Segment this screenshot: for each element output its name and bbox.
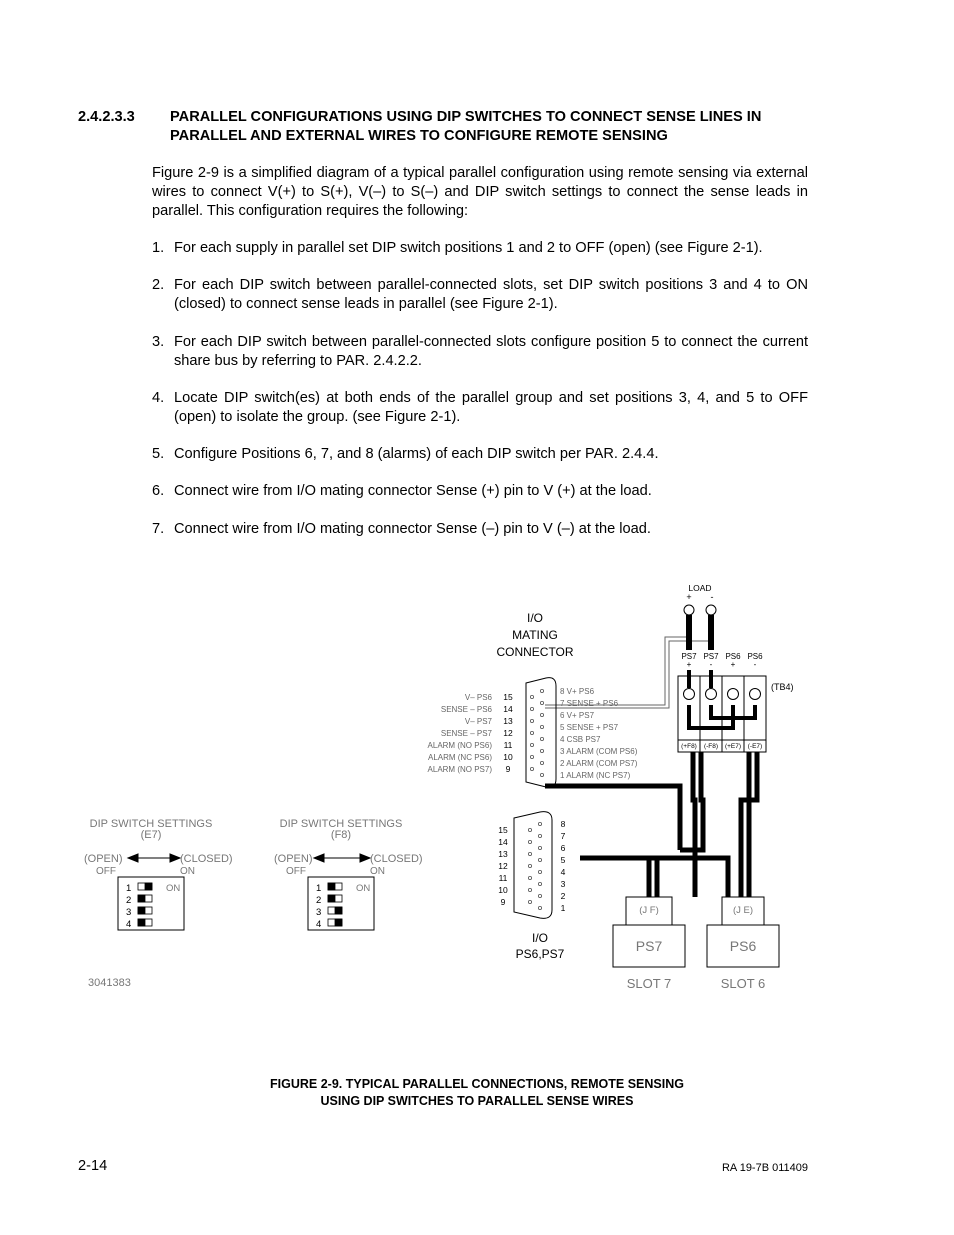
dip-position-number: 2 — [126, 895, 132, 906]
dip-open-label: (OPEN) — [274, 853, 313, 865]
mating-pin-label: 1 ALARM (NC PS7) — [560, 771, 631, 780]
io-pin-number: 1 — [560, 903, 566, 913]
dip-on-label: ON — [166, 883, 181, 894]
io-pin-number: 12 — [498, 861, 508, 871]
load-minus-terminal — [706, 605, 716, 615]
terminal-label: PS6 — [725, 652, 741, 661]
mating-pin-label: 4 CSB PS7 — [560, 735, 601, 744]
dip-position-number: 3 — [316, 907, 322, 918]
pin-socket — [540, 737, 543, 740]
dip-switch-toggle — [335, 919, 342, 926]
mating-pin-label: V– PS7 — [464, 717, 492, 726]
pin-socket — [528, 900, 531, 903]
section-title-line1: PARALLEL CONFIGURATIONS USING DIP SWITCHES TO CONNECT SENSE LINES IN — [170, 109, 762, 125]
mating-pin-number: 12 — [503, 728, 513, 738]
dip-open-label: (OPEN) — [84, 853, 123, 865]
pin-socket — [538, 894, 541, 897]
io-pin-number: 5 — [560, 855, 566, 865]
list-item — [152, 482, 808, 501]
io-pin-number: 7 — [560, 831, 566, 841]
pin-socket — [530, 743, 533, 746]
step-text: Connect wire from I/O mating connector Sense (+) pin to V (+) at the load. — [174, 483, 652, 499]
pin-socket — [540, 689, 543, 692]
terminal-bottom-label: (-E7) — [747, 743, 763, 750]
pin-socket — [538, 882, 541, 885]
step-number: 3. — [152, 334, 165, 350]
load-label: LOAD — [688, 583, 712, 593]
mating-pin-label: 2 ALARM (COM PS7) — [560, 759, 638, 768]
mating-connector-label: I/O — [526, 611, 544, 625]
dip-switch-toggle — [328, 883, 335, 890]
mating-pin-label: ALARM (NO PS6) — [427, 741, 492, 750]
dip-switch-toggle — [145, 883, 152, 890]
step-text: For each DIP switch between parallel-connected slots, set DIP switch positions 3 and 4 to ON (closed) to connect sense leads in parallel (see Figure 2-1). — [174, 277, 808, 312]
pin-socket — [538, 822, 541, 825]
pin-socket — [540, 701, 543, 704]
terminal-label: PS7 — [703, 652, 719, 661]
mating-connector-label: CONNECTOR — [496, 645, 574, 659]
terminal-sign: - — [753, 660, 757, 669]
dip-switch-toggle — [138, 919, 145, 926]
wiring-diagram — [0, 575, 954, 1005]
slot-jack-label: (J F) — [639, 905, 659, 916]
mating-pin-label: ALARM (NO PS7) — [427, 765, 492, 774]
io-pin-number: 10 — [498, 885, 508, 895]
pin-socket — [538, 858, 541, 861]
list-item — [152, 445, 808, 464]
mating-pin-label: SENSE – PS6 — [440, 705, 492, 714]
step-number: 6. — [152, 483, 165, 499]
load-plus-sign: + — [686, 592, 692, 602]
step-text: For each DIP switch between parallel-connected slots configure position 5 to connect the current share bus by referring to PAR. 2.4.2.2. — [174, 334, 808, 369]
dip-switch-toggle — [328, 895, 335, 902]
mating-pin-label: V– PS6 — [464, 693, 492, 702]
load-wires — [689, 615, 711, 650]
pin-socket — [540, 713, 543, 716]
io-pin-number: 11 — [498, 873, 508, 883]
pin-socket — [540, 773, 543, 776]
mating-pin-number: 14 — [503, 704, 513, 714]
dip-switch-toggle — [138, 895, 145, 902]
terminal-bottom-label: (+F8) — [681, 743, 697, 750]
pin-socket — [538, 870, 541, 873]
step-number: 1. — [152, 240, 165, 256]
dip-on-label: ON — [370, 866, 385, 877]
terminal-sign: + — [686, 660, 692, 669]
pin-socket — [528, 864, 531, 867]
dip-position-number: 1 — [126, 883, 132, 894]
io-pin-number: 2 — [560, 891, 566, 901]
pin-socket — [530, 695, 533, 698]
terminal-screw — [684, 689, 695, 700]
figure-caption-line1: FIGURE 2-9. TYPICAL PARALLEL CONNECTIONS, REMOTE SENSING — [270, 1077, 684, 1091]
dip-position-number: 2 — [316, 895, 322, 906]
terminal-label: PS6 — [747, 652, 763, 661]
io-pin-number: 8 — [560, 819, 566, 829]
dip-closed-label: (CLOSED) — [180, 853, 233, 865]
list-item — [152, 389, 808, 427]
step-text: Configure Positions 6, 7, and 8 (alarms) of each DIP switch per PAR. 2.4.4. — [174, 446, 659, 462]
io-pin-number: 3 — [560, 879, 566, 889]
step-text: For each supply in parallel set DIP switch positions 1 and 2 to OFF (open) (see Figure 2-1). — [174, 240, 763, 256]
mating-pin-label: 6 V+ PS7 — [560, 711, 595, 720]
step-number: 7. — [152, 521, 165, 537]
terminal-block-label: (TB4) — [771, 682, 794, 692]
list-item — [152, 239, 808, 258]
mating-pin-number: 13 — [503, 716, 513, 726]
dip-switch-title: DIP SWITCH SETTINGS — [89, 818, 213, 830]
dip-switch-subtitle: (E7) — [140, 829, 162, 841]
terminal-bottom-label: (+E7) — [724, 743, 742, 750]
pin-socket — [528, 888, 531, 891]
slot-supply-label: PS7 — [635, 938, 663, 954]
dip-on-label: ON — [180, 866, 195, 877]
mating-pin-label: 7 SENSE + PS6 — [560, 699, 619, 708]
slot-supply-label: PS6 — [729, 938, 757, 954]
slot-number-label: SLOT 6 — [720, 976, 766, 991]
list-item — [152, 520, 808, 539]
dip-switch-toggle — [138, 907, 145, 914]
list-item — [152, 276, 808, 314]
mating-pin-label: 8 V+ PS6 — [560, 687, 595, 696]
step-number: 2. — [152, 277, 165, 293]
slot-number-label: SLOT 7 — [626, 976, 672, 991]
io-pin-number: 13 — [498, 849, 508, 859]
io-pin-number: 14 — [498, 837, 508, 847]
io-pin-number: 15 — [498, 825, 508, 835]
load-plus-terminal — [684, 605, 694, 615]
dip-off-label: OFF — [96, 866, 116, 877]
section-title-line2: PARALLEL AND EXTERNAL WIRES TO CONFIGURE REMOTE SENSING — [170, 128, 668, 144]
dip-switch-toggle — [335, 907, 342, 914]
section-number: 2.4.2.3.3 — [78, 109, 135, 125]
arrow-icon — [128, 854, 370, 862]
mating-pin-label: ALARM (NC PS6) — [427, 753, 492, 762]
io-connector-label: I/O — [531, 931, 549, 945]
terminal-sign: - — [709, 660, 713, 669]
step-number: 5. — [152, 446, 165, 462]
pin-socket — [528, 852, 531, 855]
terminal-bottom-label: (-F8) — [703, 743, 719, 750]
terminal-screw — [750, 689, 761, 700]
mating-pin-label: 3 ALARM (COM PS6) — [560, 747, 638, 756]
pin-socket — [530, 707, 533, 710]
dip-on-label: ON — [356, 883, 371, 894]
mating-pin-label: SENSE – PS7 — [440, 729, 492, 738]
mating-connector-label: MATING — [512, 628, 558, 642]
mating-pin-number: 10 — [503, 752, 513, 762]
dip-position-number: 4 — [126, 919, 132, 930]
pin-socket — [538, 846, 541, 849]
terminal-sign: + — [730, 660, 736, 669]
pin-socket — [540, 725, 543, 728]
pin-socket — [530, 719, 533, 722]
dip-off-label: OFF — [286, 866, 306, 877]
step-text: Connect wire from I/O mating connector Sense (–) pin to V (–) at the load. — [174, 521, 651, 537]
pin-socket — [530, 755, 533, 758]
page-number: 2-14 — [78, 1158, 108, 1174]
mating-pin-label: 5 SENSE + PS7 — [560, 723, 619, 732]
load-minus-sign: - — [710, 592, 714, 602]
mating-pin-number: 15 — [503, 692, 513, 702]
dip-position-number: 4 — [316, 919, 322, 930]
dip-position-number: 1 — [316, 883, 322, 894]
document-id: RA 19-7B 011409 — [721, 1162, 808, 1174]
pin-socket — [528, 828, 531, 831]
terminal-screw — [706, 689, 717, 700]
slot-jack-label: (J E) — [732, 905, 754, 916]
pin-socket — [528, 876, 531, 879]
dip-position-number: 3 — [126, 907, 132, 918]
drawing-number: 3041383 — [88, 977, 131, 989]
io-pin-number: 9 — [500, 897, 506, 907]
dip-switch-subtitle: (F8) — [330, 829, 352, 841]
terminal-label: PS7 — [681, 652, 697, 661]
pin-socket — [540, 749, 543, 752]
pin-socket — [528, 840, 531, 843]
io-pin-number: 4 — [560, 867, 566, 877]
terminal-screw — [728, 689, 739, 700]
io-connector-label: PS6,PS7 — [515, 947, 565, 961]
section-heading — [78, 108, 818, 146]
intro-paragraph: Figure 2-9 is a simplified diagram of a typical parallel configuration using remote sensing via external wires to connect V(+) to S(+), V(–) to S(–) and DIP switch settings to connect the sense leads in parallel. This configuration requires the following: — [152, 165, 808, 219]
mating-pin-number: 9 — [505, 764, 511, 774]
dip-switch-title: DIP SWITCH SETTINGS — [279, 818, 403, 830]
dip-closed-label: (CLOSED) — [370, 853, 423, 865]
mating-pin-number: 11 — [503, 740, 513, 750]
pin-socket — [530, 731, 533, 734]
figure-caption-line2: USING DIP SWITCHES TO PARALLEL SENSE WIRES — [320, 1094, 634, 1108]
pin-socket — [530, 767, 533, 770]
pin-socket — [538, 906, 541, 909]
step-number: 4. — [152, 390, 165, 406]
step-text: Locate DIP switch(es) at both ends of the parallel group and set positions 3, 4, and 5 to OFF (open) to isolate the group. (see Figure 2-1). — [174, 390, 808, 425]
pin-socket — [538, 834, 541, 837]
io-connector-shell — [514, 812, 552, 919]
pin-socket — [540, 761, 543, 764]
io-pin-number: 6 — [560, 843, 566, 853]
list-item — [152, 333, 808, 371]
